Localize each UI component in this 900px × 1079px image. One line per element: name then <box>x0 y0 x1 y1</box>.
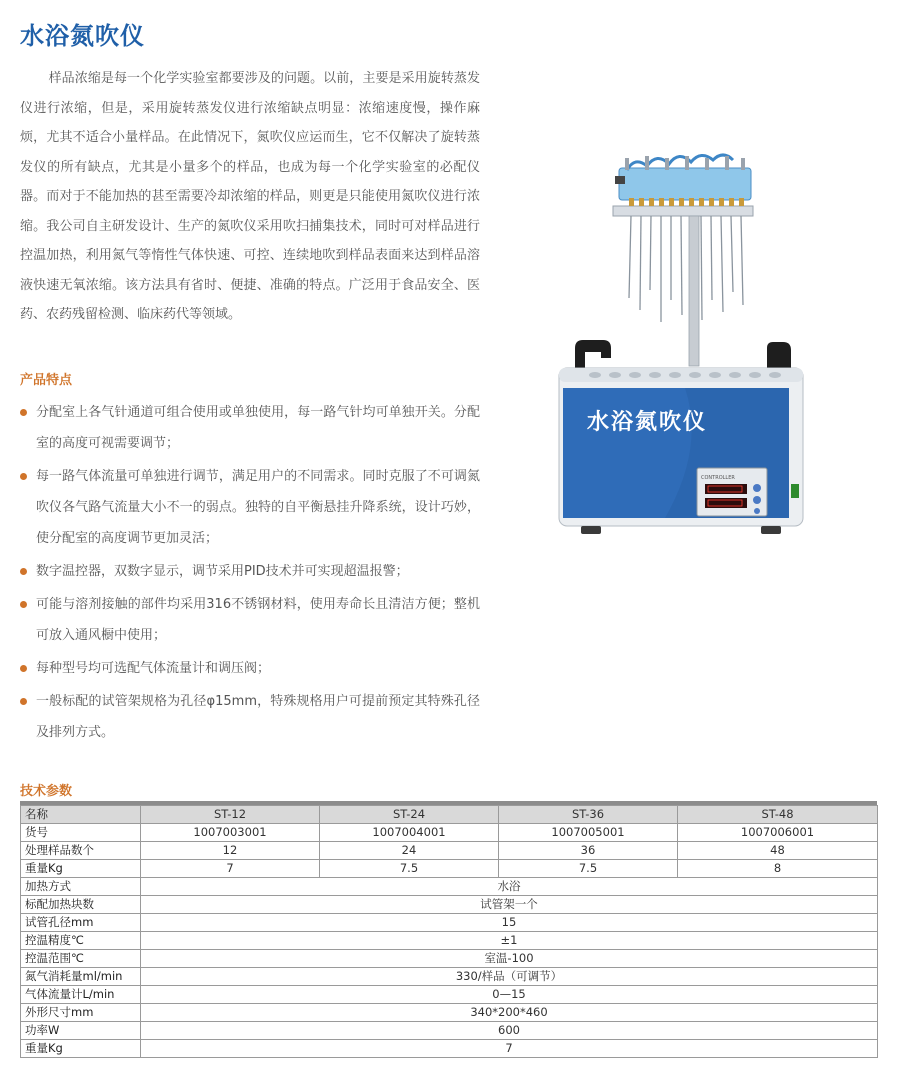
page-title: 水浴氮吹仪 <box>20 22 145 50</box>
table-cell: 8 <box>678 860 878 878</box>
table-cell: 试管孔径mm <box>21 914 141 932</box>
feature-text: 分配室上各气针通道可组合使用或单独使用，每一路气针均可单独开关。分配室的高度可视需要调节； <box>36 405 480 451</box>
table-cell: 7 <box>141 860 320 878</box>
feature-text: 可能与溶剂接触的部件均采用316不锈钢材料，使用寿命长且清洁方便；整机可放入通风橱中使用； <box>36 597 480 643</box>
table-cell: ST-48 <box>678 806 878 824</box>
table-cell: ST-36 <box>499 806 678 824</box>
feature-text: 一般标配的试管架规格为孔径φ15mm，特殊规格用户可提前预定其特殊孔径及排列方式。 <box>36 694 480 740</box>
table-cell: 600 <box>141 1022 878 1040</box>
feature-text: 数字温控器，双数字显示，调节采用PID技术并可实现超温报警； <box>36 564 409 579</box>
specs-heading: 技术参数 <box>20 784 73 799</box>
table-cell: 0—15 <box>141 986 878 1004</box>
list-item <box>20 686 480 748</box>
table-cell: 15 <box>141 914 878 932</box>
table-row <box>21 1004 878 1022</box>
features-heading: 产品特点 <box>20 373 73 388</box>
table-cell: 12 <box>141 842 320 860</box>
bullet-icon <box>20 665 27 672</box>
table-cell: 1007003001 <box>141 824 320 842</box>
table-cell: 水浴 <box>141 878 878 896</box>
table-cell: 标配加热块数 <box>21 896 141 914</box>
table-cell: 氮气消耗量ml/min <box>21 968 141 986</box>
table-cell: 加热方式 <box>21 878 141 896</box>
table-row <box>21 860 878 878</box>
list-item <box>20 589 480 651</box>
table-cell: ±1 <box>141 932 878 950</box>
table-row <box>21 824 878 842</box>
table-cell: 控温精度℃ <box>21 932 141 950</box>
feature-text: 每一路气体流量可单独进行调节，满足用户的不同需求。同时克服了不可调氮吹仪各气路气流量大小不一的弱点。独特的自平衡悬挂升降系统，设计巧妙，使分配室的高度调节更加灵活； <box>36 469 480 546</box>
nitrogen-evaporator-illustration <box>555 150 810 540</box>
table-cell: 1007006001 <box>678 824 878 842</box>
list-item <box>20 556 480 587</box>
table-row <box>21 932 878 950</box>
table-cell: 7.5 <box>320 860 499 878</box>
table-row <box>21 950 878 968</box>
panel-label: 水浴氮吹仪 <box>587 410 708 435</box>
table-row <box>21 914 878 932</box>
table-cell: 7 <box>141 1040 878 1058</box>
table-cell: 1007004001 <box>320 824 499 842</box>
list-item <box>20 461 480 554</box>
table-row <box>21 896 878 914</box>
table-cell: 处理样品数个 <box>21 842 141 860</box>
intro-paragraph: 样品浓缩是每一个化学实验室都要涉及的问题。以前，主要是采用旋转蒸发仪进行浓缩，但是，采用旋转蒸发仪进行浓缩缺点明显：浓缩速度慢，操作麻烦，尤其不适合小量样品。在此情况下，氮吹仪应运而生，它不仅解决了旋转蒸发仪的所有缺点，尤其是小量多个的样品，也成为每一个化学实验室的必配仪器。而对于不能加热的甚至需要冷却浓缩的样品，则更是只能使用氮吹仪进行浓缩。我公司自主研发设计、生产的氮吹仪采用吹扫捕集技术，同时可对样品进行控温加热，利用氮气等惰性气体快速、可控、连续地吹到样品表面来达到样品溶液快速无氧浓缩。该方法具有省时、便捷、准确的特点。广泛用于食品安全、医药、农药残留检测、临床药代等领域。 <box>20 71 480 322</box>
controller-label: CONTROLLER <box>701 475 735 481</box>
feature-list <box>20 397 480 750</box>
table-row <box>21 986 878 1004</box>
table-cell: 货号 <box>21 824 141 842</box>
bullet-icon <box>20 473 27 480</box>
table-cell: 48 <box>678 842 878 860</box>
table-row <box>21 806 878 824</box>
table-cell: 功率W <box>21 1022 141 1040</box>
table-cell: 外形尺寸mm <box>21 1004 141 1022</box>
table-cell: 36 <box>499 842 678 860</box>
table-cell: 重量Kg <box>21 1040 141 1058</box>
spec-table <box>20 805 878 1058</box>
table-cell: 7.5 <box>499 860 678 878</box>
table-cell: 1007005001 <box>499 824 678 842</box>
table-cell: 控温范围℃ <box>21 950 141 968</box>
bullet-icon <box>20 698 27 705</box>
product-image <box>555 150 810 540</box>
table-row <box>21 1022 878 1040</box>
list-item <box>20 397 480 459</box>
table-cell: 340*200*460 <box>141 1004 878 1022</box>
table-cell: 重量Kg <box>21 860 141 878</box>
bullet-icon <box>20 601 27 608</box>
bullet-icon <box>20 568 27 575</box>
table-row <box>21 842 878 860</box>
list-item <box>20 653 480 684</box>
table-row <box>21 1040 878 1058</box>
table-cell: 试管架一个 <box>141 896 878 914</box>
table-cell: 24 <box>320 842 499 860</box>
table-row <box>21 878 878 896</box>
table-cell: 室温-100 <box>141 950 878 968</box>
table-cell: 气体流量计L/min <box>21 986 141 1004</box>
table-row <box>21 968 878 986</box>
table-cell: 名称 <box>21 806 141 824</box>
table-cell: 330/样品（可调节） <box>141 968 878 986</box>
table-cell: ST-12 <box>141 806 320 824</box>
feature-text: 每种型号均可选配气体流量计和调压阀； <box>36 661 271 676</box>
bullet-icon <box>20 409 27 416</box>
table-cell: ST-24 <box>320 806 499 824</box>
